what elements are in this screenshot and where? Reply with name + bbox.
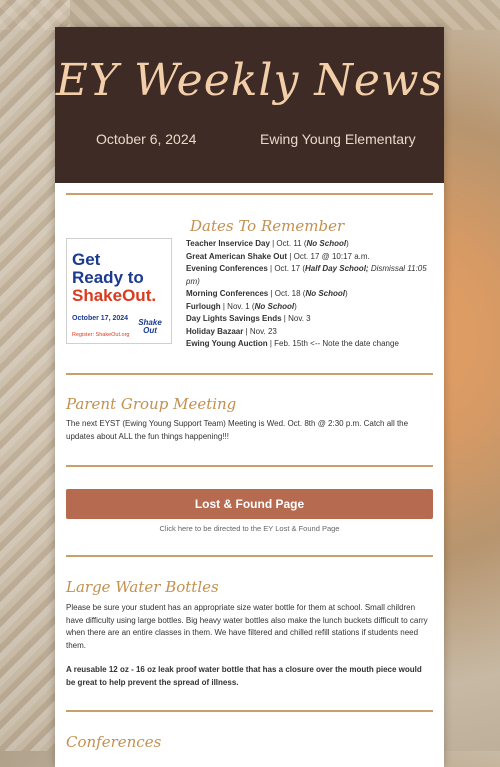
date-item: Furlough | Nov. 1 (No School) (186, 301, 297, 311)
parent-group-text: The next EYST (Ewing Young Support Team) Meeting is Wed. Oct. 8th @ 2:30 p.m. Catch all the updates about ALL the fun things happening!!! (66, 419, 409, 441)
water-bottles-title: Large Water Bottles (66, 578, 219, 596)
lost-found-button[interactable]: Lost & Found Page (66, 489, 433, 519)
divider (66, 710, 433, 712)
parent-group-title: Parent Group Meeting (66, 395, 237, 413)
newsletter-title: EY Weekly News (55, 55, 444, 106)
ad-line-1: Get (72, 250, 101, 269)
ad-line-2: Ready to (72, 268, 144, 287)
divider (66, 193, 433, 195)
dates-list (186, 238, 436, 351)
date-item: Great American Shake Out | Oct. 17 @ 10:17 a.m. (186, 251, 370, 261)
divider (66, 555, 433, 557)
divider (66, 373, 433, 375)
background-texture-top (0, 0, 500, 30)
newsletter-header (55, 27, 444, 183)
date-item: Morning Conferences | Oct. 18 (No School) (186, 289, 348, 298)
ad-line-3: ShakeOut. (72, 286, 157, 305)
shakeout-ad-image[interactable] (66, 238, 172, 344)
date-item: Holiday Bazaar | Nov. 23 (186, 326, 277, 336)
water-bottles-text: Please be sure your student has an appropriate size water bottle for them at school. Small children have difficulty using large bottles. Big heavy water bottles also make the lunch buckets difficult to carry when there are an entire classes in them. We have filtered and chilled refill stations if students need them. (66, 603, 428, 650)
dates-title: Dates To Remember (190, 217, 345, 235)
ad-register: Register: ShakeOut.org (72, 332, 130, 338)
school-name: Ewing Young Elementary (260, 131, 416, 147)
newsletter-date: October 6, 2024 (96, 131, 197, 147)
divider (66, 465, 433, 467)
date-item: Evening Conferences | Oct. 17 (Half Day School; Dismissal 11:05 pm) (186, 264, 427, 286)
shakeout-logo: Shake Out (138, 318, 162, 335)
conferences-title: Conferences (66, 733, 162, 751)
ad-date: October 17, 2024 (72, 315, 129, 322)
date-item: Day Lights Savings Ends | Nov. 3 (186, 314, 311, 323)
date-item: Teacher Inservice Day | Oct. 11 (No School) (186, 239, 349, 248)
lost-found-caption: Click here to be directed to the EY Lost & Found Page (159, 524, 340, 533)
water-bottles-note: A reusable 12 oz - 16 oz leak proof water bottle that has a closure over the mouth piece would be great to help prevent the spread of illness. (66, 665, 422, 687)
newsletter-card (55, 27, 444, 767)
date-item: Ewing Young Auction | Feb. 15th <-- Note the date change (186, 339, 399, 348)
